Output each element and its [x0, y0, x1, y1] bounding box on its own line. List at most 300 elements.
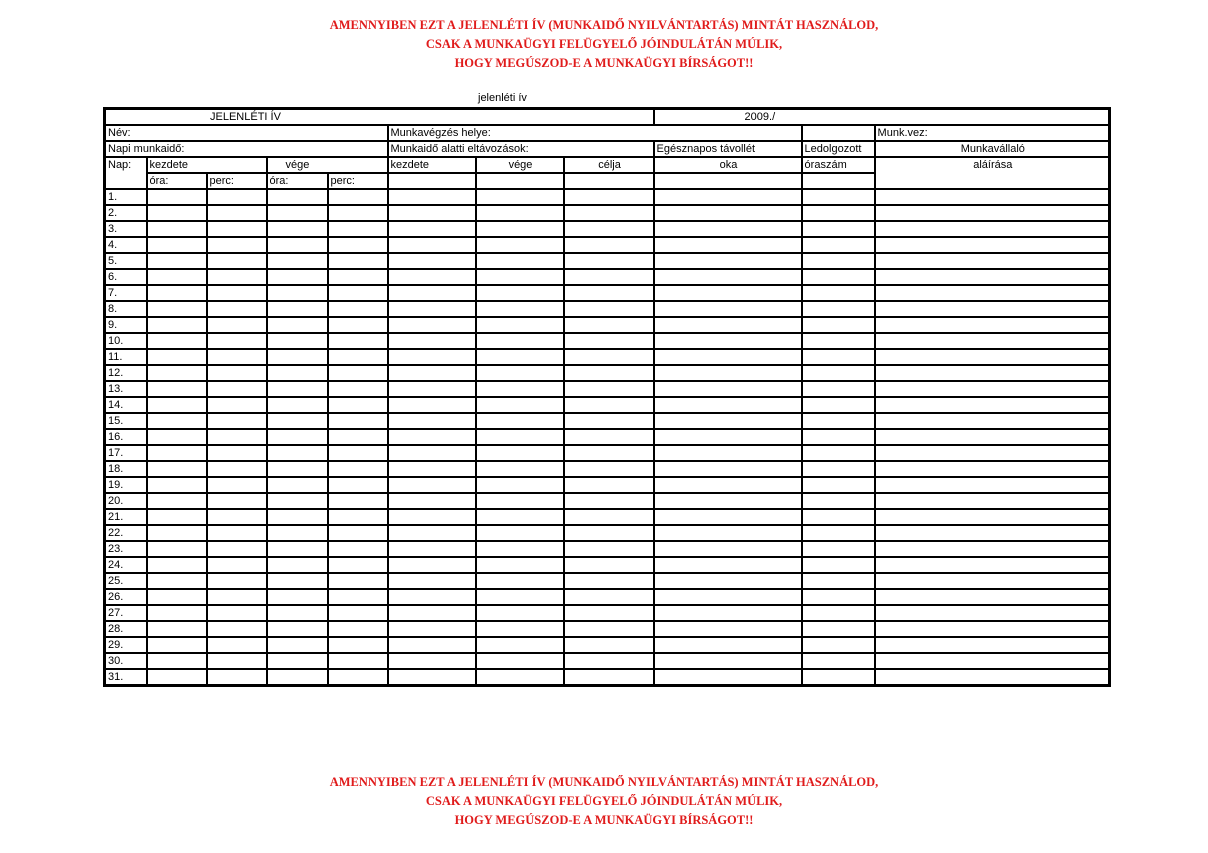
day-entry-cell[interactable] — [147, 333, 207, 349]
day-entry-cell[interactable] — [875, 205, 1110, 221]
day-entry-cell[interactable] — [147, 573, 207, 589]
day-entry-cell[interactable] — [388, 413, 476, 429]
day-entry-cell[interactable] — [654, 445, 802, 461]
day-entry-cell[interactable] — [564, 381, 654, 397]
day-entry-cell[interactable] — [476, 349, 564, 365]
day-entry-cell[interactable] — [476, 573, 564, 589]
day-entry-cell[interactable] — [875, 365, 1110, 381]
day-entry-cell[interactable] — [388, 285, 476, 301]
day-entry-cell[interactable] — [654, 605, 802, 621]
day-entry-cell[interactable] — [147, 237, 207, 253]
day-entry-cell[interactable] — [267, 541, 328, 557]
day-entry-cell[interactable] — [654, 269, 802, 285]
day-entry-cell[interactable] — [388, 253, 476, 269]
day-entry-cell[interactable] — [476, 237, 564, 253]
day-entry-cell[interactable] — [328, 573, 388, 589]
day-entry-cell[interactable] — [802, 477, 875, 493]
day-entry-cell[interactable] — [328, 285, 388, 301]
manager-field[interactable]: Munk.vez: — [875, 125, 1110, 141]
day-entry-cell[interactable] — [207, 669, 267, 686]
day-entry-cell[interactable] — [802, 621, 875, 637]
day-entry-cell[interactable] — [802, 269, 875, 285]
day-entry-cell[interactable] — [875, 349, 1110, 365]
day-entry-cell[interactable] — [147, 413, 207, 429]
day-entry-cell[interactable] — [875, 653, 1110, 669]
day-entry-cell[interactable] — [476, 669, 564, 686]
day-entry-cell[interactable] — [147, 429, 207, 445]
day-entry-cell[interactable] — [388, 429, 476, 445]
day-entry-cell[interactable] — [875, 285, 1110, 301]
day-entry-cell[interactable] — [802, 509, 875, 525]
day-entry-cell[interactable] — [654, 205, 802, 221]
day-entry-cell[interactable] — [476, 525, 564, 541]
day-entry-cell[interactable] — [207, 413, 267, 429]
day-entry-cell[interactable] — [147, 445, 207, 461]
day-entry-cell[interactable] — [147, 509, 207, 525]
day-entry-cell[interactable] — [328, 253, 388, 269]
day-entry-cell[interactable] — [267, 205, 328, 221]
day-entry-cell[interactable] — [207, 589, 267, 605]
day-entry-cell[interactable] — [328, 589, 388, 605]
day-entry-cell[interactable] — [147, 221, 207, 237]
day-entry-cell[interactable] — [388, 349, 476, 365]
day-entry-cell[interactable] — [328, 445, 388, 461]
day-entry-cell[interactable] — [476, 589, 564, 605]
day-entry-cell[interactable] — [207, 653, 267, 669]
day-entry-cell[interactable] — [564, 237, 654, 253]
day-entry-cell[interactable] — [207, 573, 267, 589]
day-entry-cell[interactable] — [388, 333, 476, 349]
day-entry-cell[interactable] — [207, 205, 267, 221]
day-entry-cell[interactable] — [147, 269, 207, 285]
day-entry-cell[interactable] — [564, 525, 654, 541]
day-entry-cell[interactable] — [388, 589, 476, 605]
day-entry-cell[interactable] — [476, 621, 564, 637]
day-entry-cell[interactable] — [147, 557, 207, 573]
day-entry-cell[interactable] — [388, 461, 476, 477]
day-entry-cell[interactable] — [476, 317, 564, 333]
day-entry-cell[interactable] — [802, 397, 875, 413]
day-entry-cell[interactable] — [564, 269, 654, 285]
day-entry-cell[interactable] — [654, 669, 802, 686]
day-entry-cell[interactable] — [564, 397, 654, 413]
day-entry-cell[interactable] — [654, 333, 802, 349]
day-entry-cell[interactable] — [802, 301, 875, 317]
day-entry-cell[interactable] — [207, 397, 267, 413]
workplace-field[interactable]: Munkavégzés helye: — [388, 125, 802, 141]
day-entry-cell[interactable] — [147, 253, 207, 269]
day-entry-cell[interactable] — [388, 509, 476, 525]
day-entry-cell[interactable] — [476, 333, 564, 349]
day-entry-cell[interactable] — [802, 189, 875, 205]
day-entry-cell[interactable] — [207, 461, 267, 477]
day-entry-cell[interactable] — [388, 189, 476, 205]
day-entry-cell[interactable] — [564, 461, 654, 477]
day-entry-cell[interactable] — [147, 637, 207, 653]
day-entry-cell[interactable] — [207, 317, 267, 333]
day-entry-cell[interactable] — [207, 189, 267, 205]
day-entry-cell[interactable] — [207, 621, 267, 637]
day-entry-cell[interactable] — [476, 253, 564, 269]
day-entry-cell[interactable] — [267, 493, 328, 509]
day-entry-cell[interactable] — [875, 221, 1110, 237]
day-entry-cell[interactable] — [564, 493, 654, 509]
day-entry-cell[interactable] — [388, 669, 476, 686]
day-entry-cell[interactable] — [875, 333, 1110, 349]
day-entry-cell[interactable] — [564, 253, 654, 269]
day-entry-cell[interactable] — [147, 365, 207, 381]
day-entry-cell[interactable] — [476, 493, 564, 509]
day-entry-cell[interactable] — [267, 317, 328, 333]
blank-cell[interactable] — [802, 125, 875, 141]
day-entry-cell[interactable] — [476, 381, 564, 397]
day-entry-cell[interactable] — [654, 365, 802, 381]
day-entry-cell[interactable] — [654, 477, 802, 493]
day-entry-cell[interactable] — [476, 205, 564, 221]
day-entry-cell[interactable] — [147, 317, 207, 333]
day-entry-cell[interactable] — [267, 397, 328, 413]
day-entry-cell[interactable] — [654, 525, 802, 541]
day-entry-cell[interactable] — [147, 541, 207, 557]
year-field[interactable]: 2009./ — [654, 109, 1110, 126]
day-entry-cell[interactable] — [207, 509, 267, 525]
day-entry-cell[interactable] — [267, 557, 328, 573]
day-entry-cell[interactable] — [476, 365, 564, 381]
day-entry-cell[interactable] — [802, 461, 875, 477]
day-entry-cell[interactable] — [147, 461, 207, 477]
day-entry-cell[interactable] — [654, 317, 802, 333]
day-entry-cell[interactable] — [328, 205, 388, 221]
day-entry-cell[interactable] — [147, 397, 207, 413]
day-entry-cell[interactable] — [802, 429, 875, 445]
day-entry-cell[interactable] — [875, 525, 1110, 541]
day-entry-cell[interactable] — [388, 637, 476, 653]
day-entry-cell[interactable] — [802, 365, 875, 381]
day-entry-cell[interactable] — [207, 253, 267, 269]
day-entry-cell[interactable] — [207, 333, 267, 349]
day-entry-cell[interactable] — [207, 429, 267, 445]
day-entry-cell[interactable] — [564, 573, 654, 589]
day-entry-cell[interactable] — [147, 589, 207, 605]
day-entry-cell[interactable] — [654, 541, 802, 557]
day-entry-cell[interactable] — [267, 301, 328, 317]
day-entry-cell[interactable] — [564, 333, 654, 349]
day-entry-cell[interactable] — [328, 381, 388, 397]
day-entry-cell[interactable] — [207, 477, 267, 493]
day-entry-cell[interactable] — [388, 605, 476, 621]
day-entry-cell[interactable] — [328, 541, 388, 557]
day-entry-cell[interactable] — [564, 317, 654, 333]
day-entry-cell[interactable] — [654, 413, 802, 429]
day-entry-cell[interactable] — [476, 477, 564, 493]
day-entry-cell[interactable] — [802, 557, 875, 573]
day-entry-cell[interactable] — [207, 221, 267, 237]
day-entry-cell[interactable] — [564, 445, 654, 461]
day-entry-cell[interactable] — [476, 637, 564, 653]
day-entry-cell[interactable] — [328, 557, 388, 573]
day-entry-cell[interactable] — [147, 653, 207, 669]
day-entry-cell[interactable] — [328, 221, 388, 237]
day-entry-cell[interactable] — [564, 349, 654, 365]
day-entry-cell[interactable] — [328, 317, 388, 333]
day-entry-cell[interactable] — [147, 301, 207, 317]
day-entry-cell[interactable] — [328, 493, 388, 509]
day-entry-cell[interactable] — [207, 557, 267, 573]
day-entry-cell[interactable] — [207, 637, 267, 653]
day-entry-cell[interactable] — [207, 541, 267, 557]
day-entry-cell[interactable] — [476, 189, 564, 205]
day-entry-cell[interactable] — [388, 541, 476, 557]
day-entry-cell[interactable] — [267, 237, 328, 253]
day-entry-cell[interactable] — [875, 493, 1110, 509]
day-entry-cell[interactable] — [654, 237, 802, 253]
day-entry-cell[interactable] — [654, 189, 802, 205]
day-entry-cell[interactable] — [328, 605, 388, 621]
day-entry-cell[interactable] — [147, 605, 207, 621]
day-entry-cell[interactable] — [875, 237, 1110, 253]
day-entry-cell[interactable] — [147, 525, 207, 541]
day-entry-cell[interactable] — [388, 301, 476, 317]
day-entry-cell[interactable] — [207, 365, 267, 381]
day-entry-cell[interactable] — [802, 669, 875, 686]
day-entry-cell[interactable] — [267, 589, 328, 605]
day-entry-cell[interactable] — [267, 269, 328, 285]
day-entry-cell[interactable] — [388, 365, 476, 381]
day-entry-cell[interactable] — [267, 525, 328, 541]
day-entry-cell[interactable] — [802, 237, 875, 253]
day-entry-cell[interactable] — [802, 653, 875, 669]
day-entry-cell[interactable] — [476, 397, 564, 413]
day-entry-cell[interactable] — [654, 221, 802, 237]
day-entry-cell[interactable] — [875, 381, 1110, 397]
day-entry-cell[interactable] — [388, 445, 476, 461]
day-entry-cell[interactable] — [328, 189, 388, 205]
day-entry-cell[interactable] — [564, 205, 654, 221]
day-entry-cell[interactable] — [654, 429, 802, 445]
day-entry-cell[interactable] — [207, 493, 267, 509]
day-entry-cell[interactable] — [875, 557, 1110, 573]
day-entry-cell[interactable] — [875, 429, 1110, 445]
day-entry-cell[interactable] — [328, 269, 388, 285]
day-entry-cell[interactable] — [564, 477, 654, 493]
day-entry-cell[interactable] — [802, 381, 875, 397]
day-entry-cell[interactable] — [476, 285, 564, 301]
day-entry-cell[interactable] — [476, 269, 564, 285]
day-entry-cell[interactable] — [802, 589, 875, 605]
day-entry-cell[interactable] — [267, 573, 328, 589]
day-entry-cell[interactable] — [654, 637, 802, 653]
day-entry-cell[interactable] — [476, 653, 564, 669]
name-field[interactable]: Név: — [105, 125, 388, 141]
day-entry-cell[interactable] — [207, 381, 267, 397]
day-entry-cell[interactable] — [328, 413, 388, 429]
day-entry-cell[interactable] — [267, 189, 328, 205]
day-entry-cell[interactable] — [564, 365, 654, 381]
day-entry-cell[interactable] — [476, 605, 564, 621]
day-entry-cell[interactable] — [328, 301, 388, 317]
day-entry-cell[interactable] — [476, 541, 564, 557]
day-entry-cell[interactable] — [207, 349, 267, 365]
day-entry-cell[interactable] — [654, 653, 802, 669]
day-entry-cell[interactable] — [328, 653, 388, 669]
day-entry-cell[interactable] — [267, 413, 328, 429]
day-entry-cell[interactable] — [875, 605, 1110, 621]
day-entry-cell[interactable] — [388, 525, 476, 541]
day-entry-cell[interactable] — [802, 637, 875, 653]
day-entry-cell[interactable] — [654, 493, 802, 509]
day-entry-cell[interactable] — [875, 461, 1110, 477]
day-entry-cell[interactable] — [207, 525, 267, 541]
day-entry-cell[interactable] — [654, 285, 802, 301]
day-entry-cell[interactable] — [207, 285, 267, 301]
day-entry-cell[interactable] — [654, 397, 802, 413]
day-entry-cell[interactable] — [147, 669, 207, 686]
day-entry-cell[interactable] — [267, 253, 328, 269]
day-entry-cell[interactable] — [875, 269, 1110, 285]
day-entry-cell[interactable] — [875, 317, 1110, 333]
day-entry-cell[interactable] — [147, 285, 207, 301]
day-entry-cell[interactable] — [875, 509, 1110, 525]
day-entry-cell[interactable] — [654, 253, 802, 269]
day-entry-cell[interactable] — [328, 365, 388, 381]
day-entry-cell[interactable] — [564, 541, 654, 557]
day-entry-cell[interactable] — [388, 557, 476, 573]
day-entry-cell[interactable] — [802, 221, 875, 237]
day-entry-cell[interactable] — [802, 605, 875, 621]
day-entry-cell[interactable] — [147, 381, 207, 397]
day-entry-cell[interactable] — [654, 381, 802, 397]
day-entry-cell[interactable] — [802, 285, 875, 301]
day-entry-cell[interactable] — [267, 637, 328, 653]
day-entry-cell[interactable] — [267, 429, 328, 445]
day-entry-cell[interactable] — [802, 253, 875, 269]
day-entry-cell[interactable] — [476, 461, 564, 477]
day-entry-cell[interactable] — [267, 621, 328, 637]
day-entry-cell[interactable] — [564, 301, 654, 317]
day-entry-cell[interactable] — [802, 317, 875, 333]
day-entry-cell[interactable] — [654, 621, 802, 637]
day-entry-cell[interactable] — [267, 333, 328, 349]
day-entry-cell[interactable] — [388, 653, 476, 669]
day-entry-cell[interactable] — [267, 381, 328, 397]
day-entry-cell[interactable] — [564, 605, 654, 621]
day-entry-cell[interactable] — [267, 653, 328, 669]
day-entry-cell[interactable] — [654, 589, 802, 605]
day-entry-cell[interactable] — [654, 557, 802, 573]
day-entry-cell[interactable] — [654, 509, 802, 525]
day-entry-cell[interactable] — [875, 541, 1110, 557]
day-entry-cell[interactable] — [564, 589, 654, 605]
day-entry-cell[interactable] — [388, 317, 476, 333]
day-entry-cell[interactable] — [147, 349, 207, 365]
day-entry-cell[interactable] — [564, 669, 654, 686]
day-entry-cell[interactable] — [388, 237, 476, 253]
day-entry-cell[interactable] — [564, 509, 654, 525]
day-entry-cell[interactable] — [207, 237, 267, 253]
day-entry-cell[interactable] — [388, 269, 476, 285]
day-entry-cell[interactable] — [802, 349, 875, 365]
day-entry-cell[interactable] — [654, 349, 802, 365]
day-entry-cell[interactable] — [564, 621, 654, 637]
day-entry-cell[interactable] — [802, 445, 875, 461]
day-entry-cell[interactable] — [875, 445, 1110, 461]
day-entry-cell[interactable] — [875, 477, 1110, 493]
day-entry-cell[interactable] — [267, 349, 328, 365]
day-entry-cell[interactable] — [564, 429, 654, 445]
day-entry-cell[interactable] — [328, 461, 388, 477]
day-entry-cell[interactable] — [328, 525, 388, 541]
day-entry-cell[interactable] — [564, 557, 654, 573]
day-entry-cell[interactable] — [875, 189, 1110, 205]
day-entry-cell[interactable] — [388, 621, 476, 637]
day-entry-cell[interactable] — [802, 525, 875, 541]
day-entry-cell[interactable] — [388, 205, 476, 221]
day-entry-cell[interactable] — [564, 653, 654, 669]
day-entry-cell[interactable] — [147, 205, 207, 221]
day-entry-cell[interactable] — [328, 429, 388, 445]
day-entry-cell[interactable] — [267, 605, 328, 621]
day-entry-cell[interactable] — [476, 557, 564, 573]
day-entry-cell[interactable] — [267, 477, 328, 493]
day-entry-cell[interactable] — [267, 445, 328, 461]
day-entry-cell[interactable] — [388, 477, 476, 493]
day-entry-cell[interactable] — [802, 573, 875, 589]
day-entry-cell[interactable] — [802, 205, 875, 221]
day-entry-cell[interactable] — [802, 333, 875, 349]
day-entry-cell[interactable] — [267, 221, 328, 237]
day-entry-cell[interactable] — [207, 269, 267, 285]
day-entry-cell[interactable] — [654, 301, 802, 317]
day-entry-cell[interactable] — [267, 365, 328, 381]
day-entry-cell[interactable] — [875, 301, 1110, 317]
day-entry-cell[interactable] — [875, 413, 1110, 429]
day-entry-cell[interactable] — [476, 509, 564, 525]
day-entry-cell[interactable] — [875, 621, 1110, 637]
day-entry-cell[interactable] — [802, 413, 875, 429]
day-entry-cell[interactable] — [328, 397, 388, 413]
day-entry-cell[interactable] — [267, 669, 328, 686]
day-entry-cell[interactable] — [875, 589, 1110, 605]
day-entry-cell[interactable] — [267, 461, 328, 477]
day-entry-cell[interactable] — [802, 541, 875, 557]
day-entry-cell[interactable] — [147, 493, 207, 509]
day-entry-cell[interactable] — [207, 301, 267, 317]
day-entry-cell[interactable] — [476, 429, 564, 445]
day-entry-cell[interactable] — [267, 285, 328, 301]
day-entry-cell[interactable] — [388, 381, 476, 397]
day-entry-cell[interactable] — [267, 509, 328, 525]
day-entry-cell[interactable] — [328, 333, 388, 349]
day-entry-cell[interactable] — [875, 637, 1110, 653]
day-entry-cell[interactable] — [654, 573, 802, 589]
day-entry-cell[interactable] — [476, 221, 564, 237]
day-entry-cell[interactable] — [875, 573, 1110, 589]
day-entry-cell[interactable] — [476, 445, 564, 461]
day-entry-cell[interactable] — [875, 253, 1110, 269]
day-entry-cell[interactable] — [328, 237, 388, 253]
day-entry-cell[interactable] — [564, 221, 654, 237]
day-entry-cell[interactable] — [328, 477, 388, 493]
day-entry-cell[interactable] — [388, 493, 476, 509]
day-entry-cell[interactable] — [147, 189, 207, 205]
day-entry-cell[interactable] — [564, 189, 654, 205]
day-entry-cell[interactable] — [147, 477, 207, 493]
day-entry-cell[interactable] — [328, 637, 388, 653]
day-entry-cell[interactable] — [564, 413, 654, 429]
day-entry-cell[interactable] — [476, 413, 564, 429]
day-entry-cell[interactable] — [564, 637, 654, 653]
day-entry-cell[interactable] — [328, 621, 388, 637]
